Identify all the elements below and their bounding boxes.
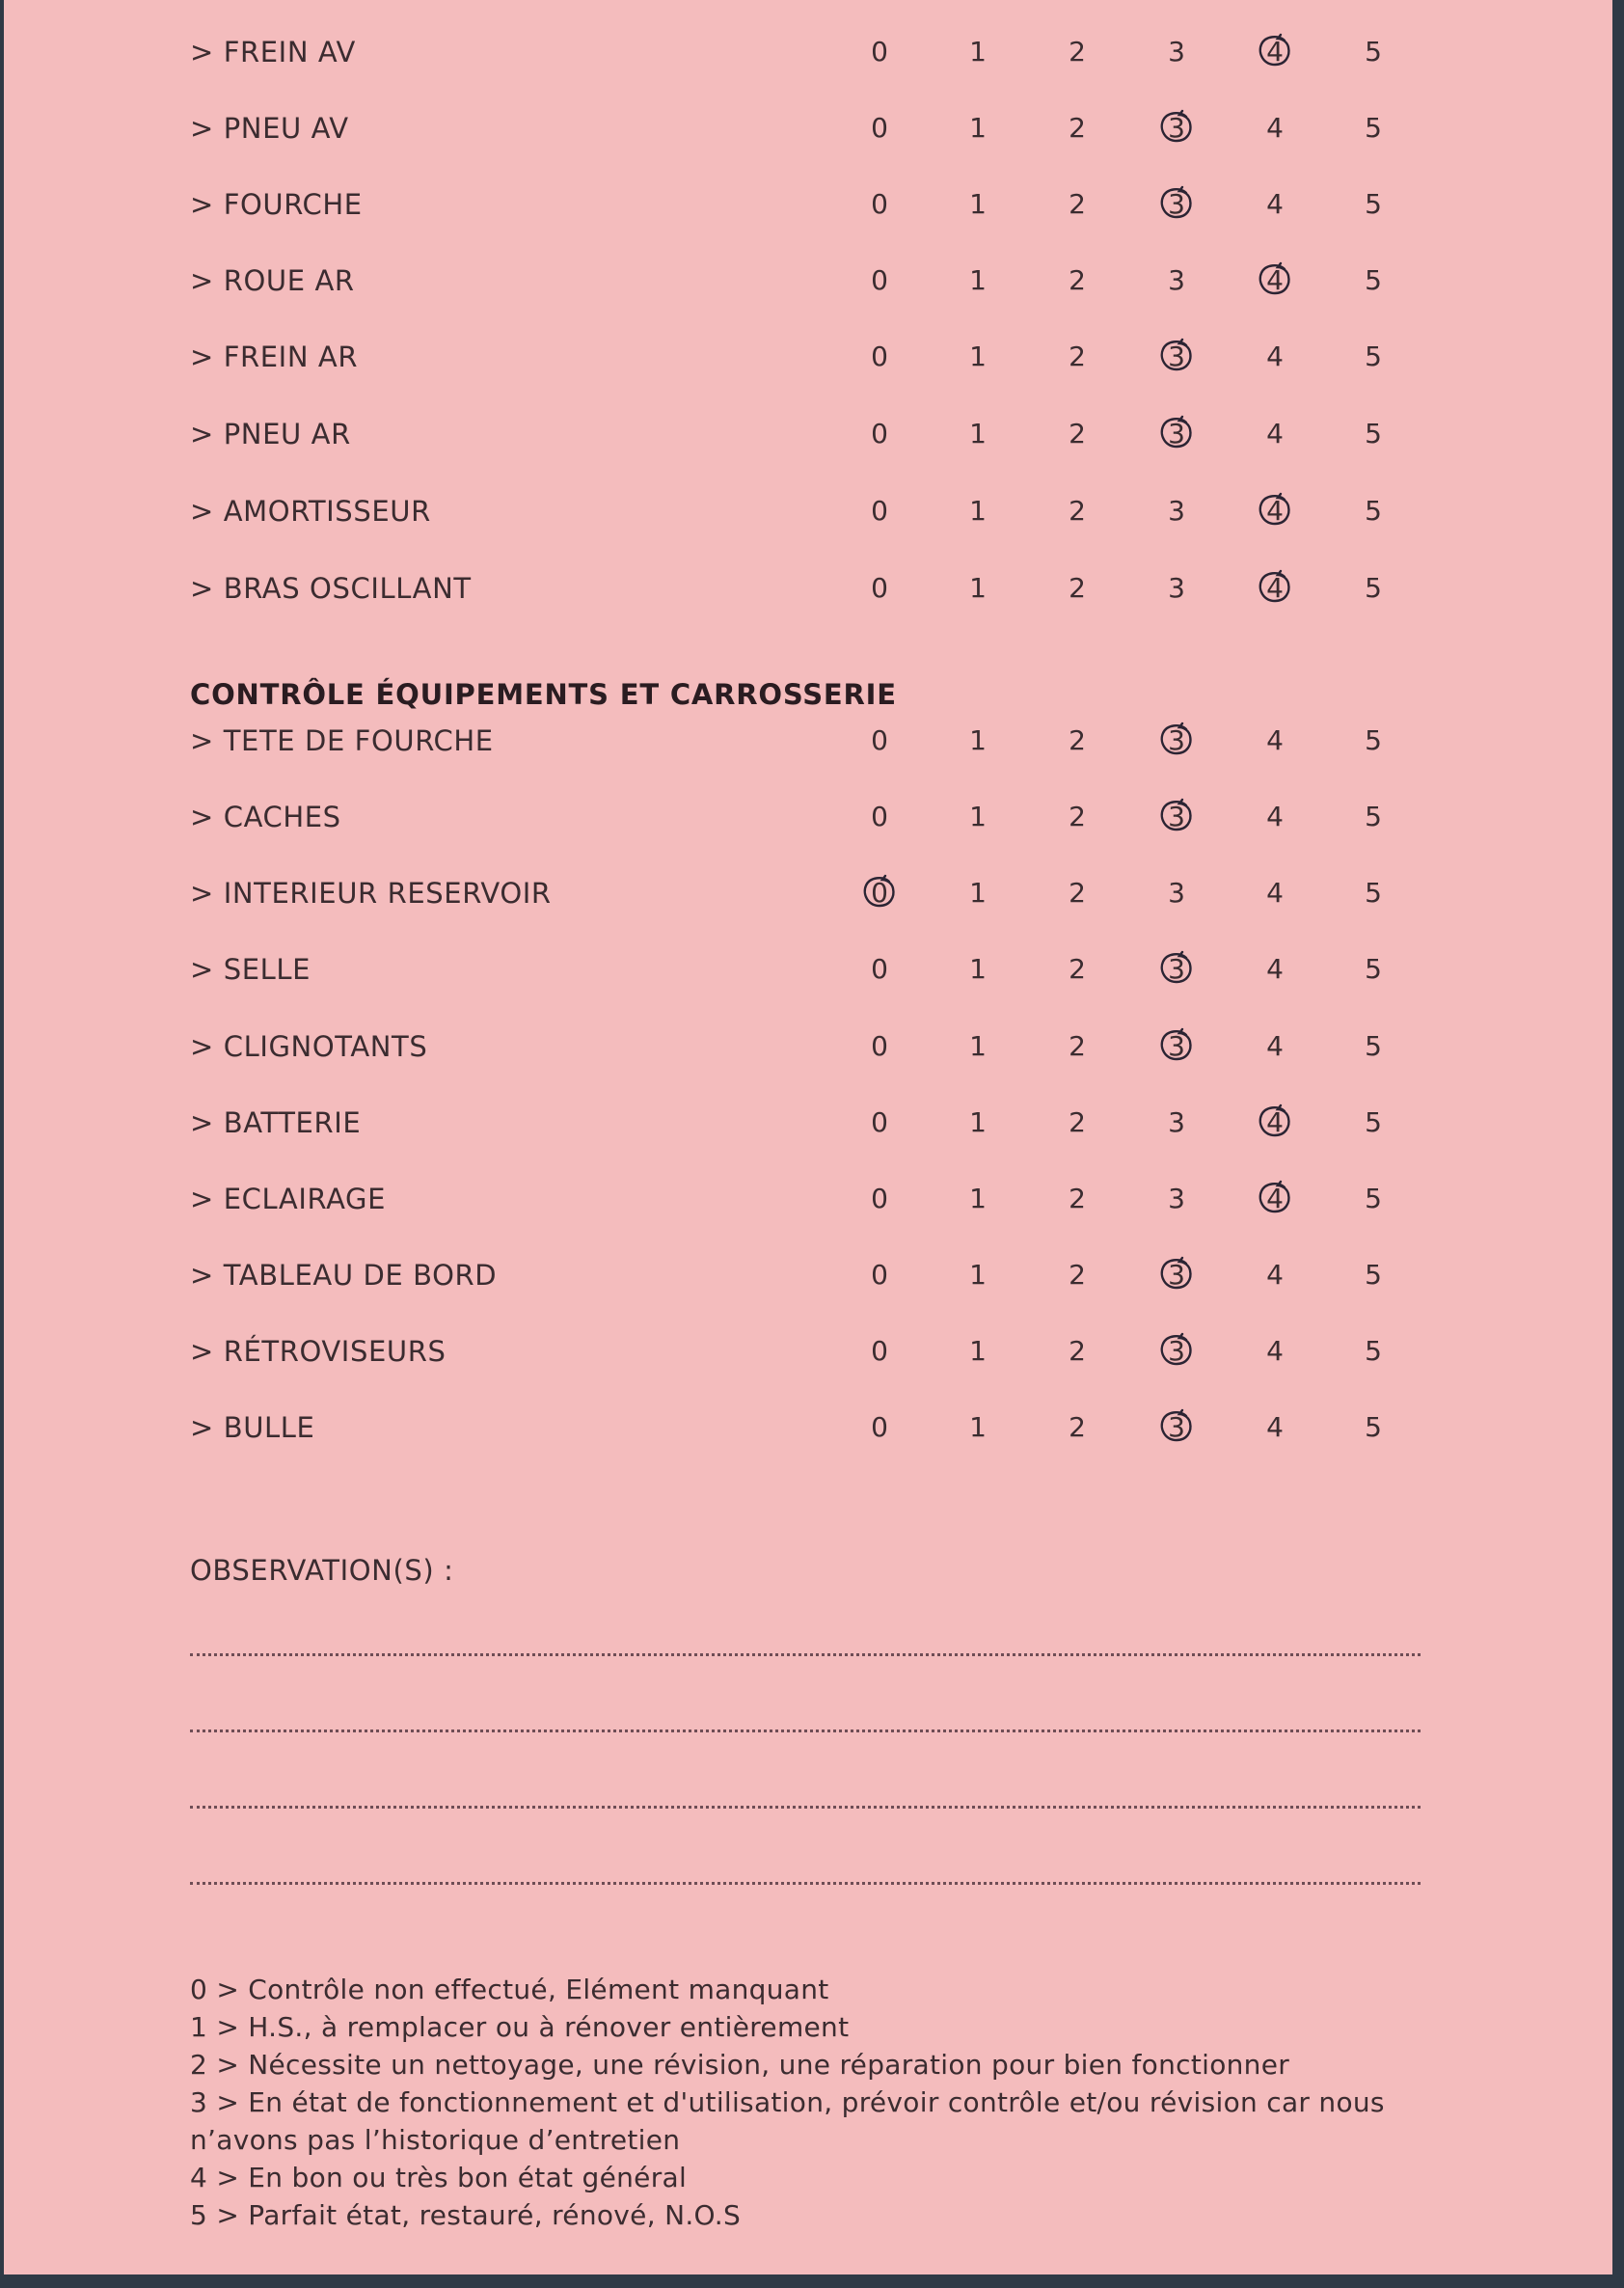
score-value: 0 [871, 495, 888, 527]
score-option-4[interactable] [1246, 99, 1304, 157]
score-value: 0 [871, 801, 888, 832]
rating-row [4, 176, 1612, 233]
score-option-4[interactable] [1246, 1322, 1304, 1380]
rating-row [4, 940, 1612, 998]
rating-row-label: > SELLE [190, 953, 311, 986]
selected-circle-mark [1157, 797, 1196, 835]
rating-row-label: > CACHES [190, 801, 341, 833]
score-value: 0 [871, 1030, 888, 1062]
score-value: 2 [1069, 572, 1086, 604]
score-option-5[interactable] [1344, 1322, 1402, 1380]
score-value: 4 [1266, 1183, 1284, 1214]
score-option-2[interactable] [1048, 1018, 1106, 1076]
legend-item-1: 1 > H.S., à remplacer ou à rénover entièrement [190, 2011, 850, 2043]
score-value: 5 [1365, 1030, 1382, 1062]
score-option-2[interactable] [1048, 1170, 1106, 1228]
score-option-4[interactable] [1246, 1399, 1304, 1457]
rating-row [4, 1246, 1612, 1304]
score-option-1[interactable] [949, 1246, 1007, 1304]
selected-circle-mark [1256, 1103, 1294, 1141]
observation-line [190, 1730, 1421, 1732]
score-option-1[interactable] [949, 482, 1007, 540]
score-option-3[interactable] [1148, 23, 1205, 81]
score-value: 3 [1168, 36, 1185, 68]
observation-line [190, 1806, 1421, 1809]
rating-row [4, 559, 1612, 617]
rating-row-label: > TABLEAU DE BORD [190, 1259, 498, 1292]
score-option-5[interactable] [1344, 405, 1402, 463]
score-option-4[interactable] [1246, 1094, 1304, 1152]
score-value: 4 [1266, 724, 1284, 756]
score-value: 4 [1266, 36, 1284, 68]
score-value: 3 [1168, 1259, 1185, 1291]
score-option-4[interactable] [1246, 405, 1304, 463]
score-value: 5 [1365, 801, 1382, 832]
score-value: 1 [969, 112, 987, 144]
rating-row [4, 1170, 1612, 1228]
score-value: 4 [1266, 1411, 1284, 1443]
score-option-1[interactable] [949, 1018, 1007, 1076]
score-option-0[interactable] [851, 1246, 908, 1304]
score-value: 4 [1266, 1030, 1284, 1062]
selected-circle-mark [1256, 1179, 1294, 1217]
score-option-4[interactable] [1246, 328, 1304, 386]
score-option-2[interactable] [1048, 940, 1106, 998]
score-option-3[interactable] [1148, 864, 1205, 922]
rating-row [4, 23, 1612, 81]
score-option-1[interactable] [949, 405, 1007, 463]
score-value: 3 [1168, 112, 1185, 144]
score-option-2[interactable] [1048, 712, 1106, 770]
score-value: 4 [1266, 572, 1284, 604]
score-value: 0 [871, 1183, 888, 1214]
legend-item-0: 0 > Contrôle non effectué, Elément manquant [190, 1974, 829, 2005]
score-value: 1 [969, 1335, 987, 1367]
score-option-1[interactable] [949, 940, 1007, 998]
score-value: 0 [871, 572, 888, 604]
score-value: 4 [1266, 188, 1284, 220]
score-option-5[interactable] [1344, 1094, 1402, 1152]
selected-circle-mark [1256, 260, 1294, 299]
score-value: 4 [1266, 340, 1284, 372]
score-option-1[interactable] [949, 1170, 1007, 1228]
score-value: 2 [1069, 1183, 1086, 1214]
score-value: 2 [1069, 1030, 1086, 1062]
score-value: 2 [1069, 340, 1086, 372]
score-option-1[interactable] [949, 864, 1007, 922]
score-value: 5 [1365, 953, 1382, 985]
score-option-5[interactable] [1344, 252, 1402, 310]
score-value: 1 [969, 1106, 987, 1138]
section-heading: CONTRÔLE ÉQUIPEMENTS ET CARROSSERIE [190, 678, 897, 711]
score-value: 4 [1266, 1106, 1284, 1138]
score-option-3[interactable] [1148, 1322, 1205, 1380]
score-option-3[interactable] [1148, 1399, 1205, 1457]
score-option-2[interactable] [1048, 482, 1106, 540]
observation-line [190, 1653, 1421, 1656]
selected-circle-mark [1256, 32, 1294, 70]
rating-row [4, 328, 1612, 386]
score-option-2[interactable] [1048, 99, 1106, 157]
legend-item-3: 3 > En état de fonctionnement et d'utilisation, prévoir contrôle et/ou révision car nous n’avons pas l’historique d’entretien [190, 2086, 1385, 2156]
score-option-4[interactable] [1246, 712, 1304, 770]
score-option-0[interactable] [851, 1322, 908, 1380]
score-option-5[interactable] [1344, 99, 1402, 157]
score-option-3[interactable] [1148, 559, 1205, 617]
rating-row [4, 864, 1612, 922]
score-value: 5 [1365, 264, 1382, 296]
score-value: 4 [1266, 953, 1284, 985]
score-option-3[interactable] [1148, 176, 1205, 233]
score-option-3[interactable] [1148, 1094, 1205, 1152]
score-option-2[interactable] [1048, 1399, 1106, 1457]
score-value: 1 [969, 264, 987, 296]
score-value: 2 [1069, 1106, 1086, 1138]
selected-circle-mark [1157, 1331, 1196, 1370]
score-value: 2 [1069, 1335, 1086, 1367]
rating-row-label: > FREIN AR [190, 340, 359, 373]
score-option-3[interactable] [1148, 1018, 1205, 1076]
score-value: 4 [1266, 418, 1284, 449]
score-value: 3 [1168, 877, 1185, 909]
rating-row-label: > AMORTISSEUR [190, 495, 431, 528]
score-option-3[interactable] [1148, 405, 1205, 463]
score-value: 0 [871, 418, 888, 449]
score-value: 2 [1069, 724, 1086, 756]
score-value: 2 [1069, 418, 1086, 449]
rating-row-label: > FREIN AV [190, 36, 356, 68]
legend-item-2: 2 > Nécessite un nettoyage, une révision, une réparation pour bien fonctionner [190, 2049, 1290, 2081]
score-value: 5 [1365, 112, 1382, 144]
score-option-5[interactable] [1344, 788, 1402, 846]
score-value: 5 [1365, 724, 1382, 756]
score-option-0[interactable] [851, 1094, 908, 1152]
score-option-2[interactable] [1048, 328, 1106, 386]
score-value: 5 [1365, 188, 1382, 220]
score-value: 2 [1069, 264, 1086, 296]
score-option-0[interactable] [851, 940, 908, 998]
score-option-1[interactable] [949, 252, 1007, 310]
score-value: 3 [1168, 1335, 1185, 1367]
score-option-5[interactable] [1344, 176, 1402, 233]
selected-circle-mark [1157, 337, 1196, 375]
score-option-2[interactable] [1048, 1094, 1106, 1152]
score-option-0[interactable] [851, 176, 908, 233]
selected-circle-mark [1157, 1255, 1196, 1294]
score-option-1[interactable] [949, 788, 1007, 846]
score-value: 4 [1266, 1335, 1284, 1367]
rating-legend [190, 1971, 1434, 2234]
score-value: 2 [1069, 953, 1086, 985]
score-option-3[interactable] [1148, 328, 1205, 386]
score-option-0[interactable] [851, 482, 908, 540]
score-option-5[interactable] [1344, 940, 1402, 998]
score-value: 0 [871, 1335, 888, 1367]
rating-row-label: > TETE DE FOURCHE [190, 724, 494, 757]
score-value: 2 [1069, 1411, 1086, 1443]
score-option-5[interactable] [1344, 1170, 1402, 1228]
score-value: 3 [1168, 495, 1185, 527]
score-option-1[interactable] [949, 1399, 1007, 1457]
score-value: 0 [871, 264, 888, 296]
score-option-0[interactable] [851, 252, 908, 310]
score-value: 0 [871, 36, 888, 68]
score-option-4[interactable] [1246, 482, 1304, 540]
selected-circle-mark [1256, 491, 1294, 530]
score-value: 0 [871, 340, 888, 372]
score-option-3[interactable] [1148, 788, 1205, 846]
score-value: 3 [1168, 572, 1185, 604]
rating-row [4, 1094, 1612, 1152]
inspection-sheet [4, 0, 1612, 2274]
score-option-5[interactable] [1344, 864, 1402, 922]
legend-item-4: 4 > En bon ou très bon état général [190, 2162, 688, 2193]
score-value: 4 [1266, 264, 1284, 296]
score-option-3[interactable] [1148, 712, 1205, 770]
score-value: 1 [969, 1183, 987, 1214]
score-option-2[interactable] [1048, 559, 1106, 617]
score-value: 2 [1069, 36, 1086, 68]
rating-row-label: > PNEU AR [190, 418, 351, 450]
score-option-2[interactable] [1048, 1322, 1106, 1380]
score-value: 4 [1266, 801, 1284, 832]
score-option-2[interactable] [1048, 1246, 1106, 1304]
score-option-1[interactable] [949, 1094, 1007, 1152]
score-option-0[interactable] [851, 405, 908, 463]
score-option-5[interactable] [1344, 1246, 1402, 1304]
score-option-1[interactable] [949, 559, 1007, 617]
selected-circle-mark [1157, 414, 1196, 452]
score-value: 5 [1365, 572, 1382, 604]
score-value: 1 [969, 572, 987, 604]
score-value: 5 [1365, 1335, 1382, 1367]
observations-label: OBSERVATION(S) : [190, 1554, 454, 1587]
rating-row [4, 99, 1612, 157]
score-option-5[interactable] [1344, 23, 1402, 81]
rating-row-label: > BRAS OSCILLANT [190, 572, 472, 605]
score-value: 3 [1168, 418, 1185, 449]
score-value: 5 [1365, 495, 1382, 527]
score-value: 1 [969, 801, 987, 832]
score-value: 3 [1168, 724, 1185, 756]
score-option-3[interactable] [1148, 482, 1205, 540]
score-value: 4 [1266, 112, 1284, 144]
score-value: 1 [969, 1030, 987, 1062]
score-value: 5 [1365, 1106, 1382, 1138]
rating-row-label: > FOURCHE [190, 188, 363, 221]
score-option-1[interactable] [949, 712, 1007, 770]
score-option-1[interactable] [949, 23, 1007, 81]
score-option-2[interactable] [1048, 864, 1106, 922]
score-value: 3 [1168, 264, 1185, 296]
score-option-4[interactable] [1246, 252, 1304, 310]
score-value: 1 [969, 340, 987, 372]
score-value: 0 [871, 1106, 888, 1138]
score-value: 1 [969, 1411, 987, 1443]
score-value: 4 [1266, 877, 1284, 909]
selected-circle-mark [1157, 1026, 1196, 1065]
score-value: 2 [1069, 877, 1086, 909]
score-value: 0 [871, 953, 888, 985]
score-value: 1 [969, 188, 987, 220]
rating-row [4, 482, 1612, 540]
score-option-2[interactable] [1048, 23, 1106, 81]
score-value: 5 [1365, 1411, 1382, 1443]
rating-row [4, 405, 1612, 463]
score-value: 3 [1168, 1411, 1185, 1443]
score-option-2[interactable] [1048, 252, 1106, 310]
score-option-5[interactable] [1344, 1399, 1402, 1457]
score-option-3[interactable] [1148, 99, 1205, 157]
score-option-2[interactable] [1048, 788, 1106, 846]
score-value: 3 [1168, 1183, 1185, 1214]
selected-circle-mark [860, 873, 899, 912]
score-value: 1 [969, 877, 987, 909]
score-option-1[interactable] [949, 99, 1007, 157]
score-option-4[interactable] [1246, 1246, 1304, 1304]
score-value: 5 [1365, 418, 1382, 449]
score-option-0[interactable] [851, 788, 908, 846]
score-option-0[interactable] [851, 23, 908, 81]
rating-row [4, 1399, 1612, 1457]
selected-circle-mark [1157, 949, 1196, 988]
score-value: 2 [1069, 112, 1086, 144]
score-value: 3 [1168, 340, 1185, 372]
score-value: 5 [1365, 877, 1382, 909]
score-value: 5 [1365, 1259, 1382, 1291]
score-value: 1 [969, 36, 987, 68]
score-value: 5 [1365, 36, 1382, 68]
score-option-4[interactable] [1246, 1170, 1304, 1228]
score-value: 1 [969, 1259, 987, 1291]
score-option-0[interactable] [851, 1018, 908, 1076]
score-option-0[interactable] [851, 1170, 908, 1228]
score-option-0[interactable] [851, 99, 908, 157]
score-option-0[interactable] [851, 328, 908, 386]
score-value: 3 [1168, 801, 1185, 832]
score-option-5[interactable] [1344, 559, 1402, 617]
score-option-5[interactable] [1344, 1018, 1402, 1076]
legend-item-5: 5 > Parfait état, restauré, rénové, N.O.S [190, 2199, 742, 2231]
score-option-4[interactable] [1246, 176, 1304, 233]
rating-row [4, 788, 1612, 846]
score-value: 0 [871, 1411, 888, 1443]
score-option-5[interactable] [1344, 712, 1402, 770]
score-option-0[interactable] [851, 712, 908, 770]
rating-row [4, 1018, 1612, 1076]
score-value: 1 [969, 724, 987, 756]
score-value: 0 [871, 112, 888, 144]
score-value: 1 [969, 953, 987, 985]
selected-circle-mark [1157, 721, 1196, 759]
score-option-1[interactable] [949, 1322, 1007, 1380]
score-option-4[interactable] [1246, 940, 1304, 998]
rating-row-label: > RÉTROVISEURS [190, 1335, 447, 1368]
score-value: 5 [1365, 340, 1382, 372]
score-value: 2 [1069, 1259, 1086, 1291]
score-value: 2 [1069, 495, 1086, 527]
score-value: 3 [1168, 188, 1185, 220]
score-option-1[interactable] [949, 328, 1007, 386]
score-option-1[interactable] [949, 176, 1007, 233]
rating-row [4, 1322, 1612, 1380]
score-value: 4 [1266, 495, 1284, 527]
selected-circle-mark [1157, 184, 1196, 223]
score-value: 0 [871, 724, 888, 756]
score-option-2[interactable] [1048, 176, 1106, 233]
score-value: 0 [871, 1259, 888, 1291]
score-value: 3 [1168, 953, 1185, 985]
score-option-4[interactable] [1246, 788, 1304, 846]
score-option-5[interactable] [1344, 328, 1402, 386]
rating-row-label: > CLIGNOTANTS [190, 1030, 428, 1063]
score-option-4[interactable] [1246, 559, 1304, 617]
score-value: 4 [1266, 1259, 1284, 1291]
score-option-0[interactable] [851, 864, 908, 922]
rating-row-label: > PNEU AV [190, 112, 349, 145]
score-value: 0 [871, 877, 888, 909]
rating-row-label: > BULLE [190, 1411, 315, 1444]
observation-line [190, 1882, 1421, 1885]
score-value: 5 [1365, 1183, 1382, 1214]
score-option-4[interactable] [1246, 23, 1304, 81]
score-option-0[interactable] [851, 559, 908, 617]
selected-circle-mark [1157, 108, 1196, 147]
rating-row-label: > ROUE AR [190, 264, 355, 297]
score-value: 1 [969, 495, 987, 527]
score-option-5[interactable] [1344, 482, 1402, 540]
score-value: 3 [1168, 1030, 1185, 1062]
score-option-2[interactable] [1048, 405, 1106, 463]
score-value: 2 [1069, 188, 1086, 220]
score-option-3[interactable] [1148, 252, 1205, 310]
selected-circle-mark [1157, 1407, 1196, 1446]
score-option-3[interactable] [1148, 1170, 1205, 1228]
score-value: 0 [871, 188, 888, 220]
rating-row-label: > ECLAIRAGE [190, 1183, 387, 1215]
selected-circle-mark [1256, 568, 1294, 607]
score-option-0[interactable] [851, 1399, 908, 1457]
rating-row [4, 712, 1612, 770]
rating-row [4, 252, 1612, 310]
score-option-4[interactable] [1246, 1018, 1304, 1076]
score-value: 3 [1168, 1106, 1185, 1138]
score-value: 2 [1069, 801, 1086, 832]
rating-row-label: > INTERIEUR RESERVOIR [190, 877, 552, 910]
score-option-3[interactable] [1148, 940, 1205, 998]
score-value: 1 [969, 418, 987, 449]
score-option-4[interactable] [1246, 864, 1304, 922]
rating-row-label: > BATTERIE [190, 1106, 362, 1139]
score-option-3[interactable] [1148, 1246, 1205, 1304]
